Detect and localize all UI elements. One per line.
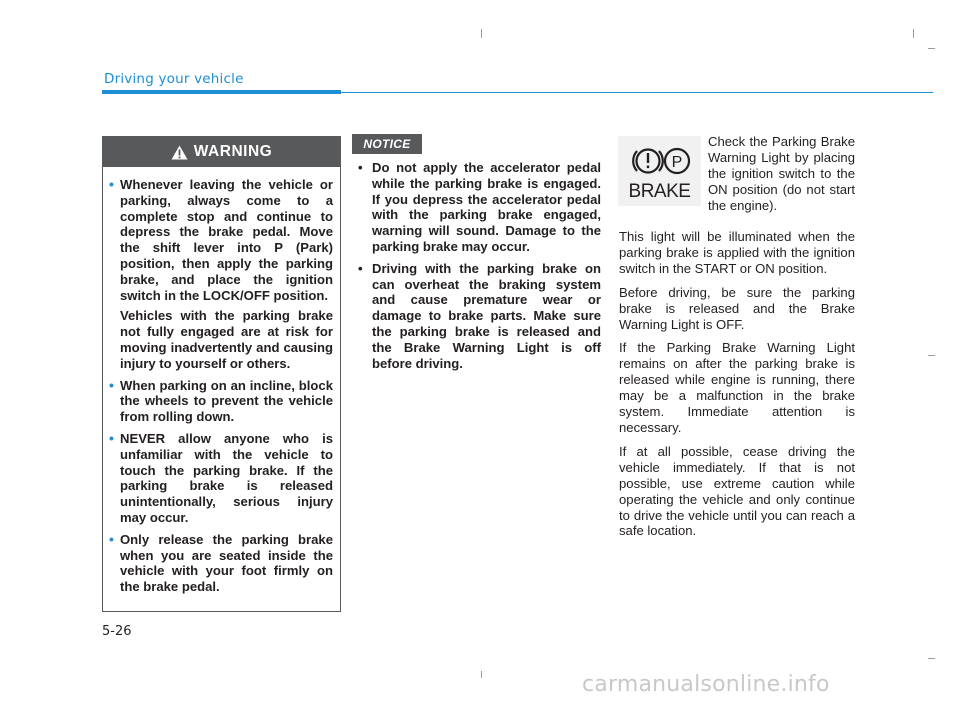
warning-item	[109, 530, 333, 595]
brake-light-intro: Check the Parking Brake Warning Light by placing the ignition switch to the ON position (do not start the engine).	[708, 134, 855, 213]
warning-item-text: When parking on an incline, block the wheels to prevent the vehicle from rolling down.	[120, 377, 333, 425]
warning-item	[109, 376, 333, 425]
body-paragraph: If the Parking Brake Warning Light remains on after the parking brake is released while engine is running, there may be a malfunction in the brake system. Immediate attention is necessary.	[619, 340, 855, 435]
bullet-icon: •	[358, 160, 363, 175]
warning-item	[109, 176, 333, 372]
brake-warning-light-icon	[618, 136, 701, 206]
warning-item-text: Whenever leaving the vehicle or parking, always come to a complete stop and continue to depress the brake pedal. Move the shift lever into P (Park) position, then apply the parking brake, and place the ignition switch in the LOCK/OFF position.	[120, 177, 333, 303]
bullet-icon: •	[109, 376, 114, 393]
crop-mark	[481, 29, 482, 38]
crop-mark	[481, 671, 482, 678]
watermark: carmanualsonline.info	[582, 672, 830, 697]
body-paragraph: If at all possible, cease driving the vehicle immediately. If that is not possible, use extreme caution while operating the vehicle and only continue to drive the vehicle until you can reach a safe location.	[619, 443, 855, 539]
crop-mark	[928, 658, 935, 659]
warning-item-continuation: Vehicles with the parking brake not fully engaged are at risk for moving inadvertently and causing injury to yourself or others.	[120, 308, 333, 371]
crop-mark	[913, 29, 914, 38]
warning-box	[102, 136, 341, 612]
section-title: Driving your vehicle	[104, 71, 244, 87]
notice-item	[353, 160, 601, 255]
page-number: 5-26	[102, 624, 132, 639]
crop-mark	[928, 48, 935, 49]
warning-item-text: NEVER allow anyone who is unfamiliar with the vehicle to touch the parking brake. If the parking brake is released unintentionally, serious injury may occur.	[120, 430, 333, 525]
notice-item-text: Do not apply the accelerator pedal while the parking brake is engaged. If you depress the accelerator pedal with the parking brake engaged, warning will sound. Damage to the parking brake may occur.	[372, 160, 601, 254]
header-rule-thin	[341, 92, 933, 93]
header-rule-thick	[102, 90, 341, 94]
warning-list	[103, 167, 340, 595]
warning-item	[109, 429, 333, 526]
notice-badge: NOTICE	[352, 134, 422, 154]
body-paragraph: This light will be illuminated when the parking brake is applied with the ignition switch in the START or ON position.	[619, 229, 855, 276]
svg-text:P: P	[671, 154, 683, 171]
warning-header	[103, 137, 340, 167]
bullet-icon: •	[109, 530, 114, 547]
brake-light-body	[619, 229, 855, 547]
notice-item-text: Driving with the parking brake on can overheat the braking system and cause premature wear or damage to brake parts. Make sure the parking brake is released and the Brake Warning Light is off before driving.	[372, 260, 601, 371]
body-paragraph: Before driving, be sure the parking brake is released and the Brake Warning Light is OFF.	[619, 284, 855, 332]
bullet-icon: •	[109, 176, 114, 192]
notice-item	[353, 261, 601, 372]
notice-list	[353, 160, 601, 377]
crop-mark	[928, 355, 935, 356]
warning-item-text: Only release the parking brake when you are seated inside the vehicle with your foot firmly on the brake pedal.	[120, 531, 333, 595]
bullet-icon: •	[358, 260, 363, 276]
warning-title: WARNING	[193, 143, 273, 160]
bullet-icon: •	[109, 429, 114, 446]
warning-triangle-icon	[171, 145, 188, 160]
svg-text:BRAKE: BRAKE	[628, 181, 691, 202]
